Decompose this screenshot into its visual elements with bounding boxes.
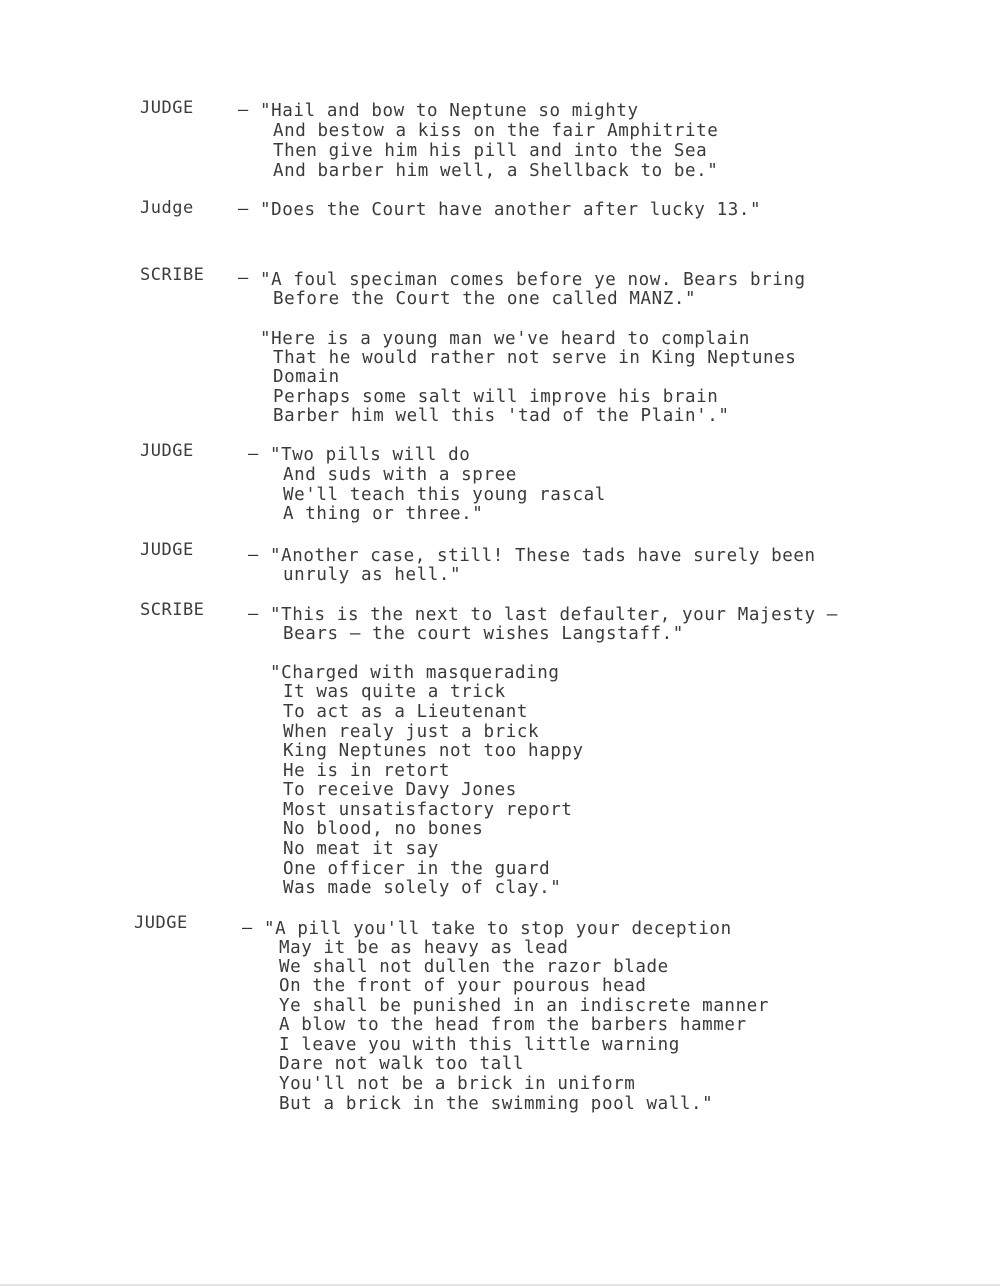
script-line: "A foul speciman comes before ye now. Bears bring (260, 270, 806, 290)
script-line: And bestow a kiss on the fair Amphitrite (273, 121, 719, 141)
speaker-dash: – (238, 268, 249, 288)
script-line: Dare not walk too tall (279, 1054, 524, 1074)
speaker-label: JUDGE (140, 441, 194, 461)
scan-edge (0, 1284, 1000, 1286)
script-line: "Charged with masquerading (270, 663, 560, 683)
script-line: And barber him well, a Shellback to be." (273, 161, 719, 181)
script-line: On the front of your pourous head (279, 976, 647, 996)
script-line: We shall not dullen the razor blade (279, 957, 669, 977)
speaker-label: JUDGE (140, 540, 194, 560)
speaker-dash: – (248, 604, 259, 624)
speaker-label: Judge (140, 198, 194, 218)
script-line: I leave you with this little warning (279, 1035, 680, 1055)
script-line: May it be as heavy as lead (279, 938, 569, 958)
script-line: No meat it say (283, 839, 439, 859)
script-line: "Two pills will do (270, 445, 471, 465)
script-line: When realy just a brick (283, 722, 540, 742)
script-line: Before the Court the one called MANZ." (273, 289, 697, 309)
speaker-dash: – (248, 444, 259, 464)
script-line: Perhaps some salt will improve his brain (273, 387, 719, 407)
script-line: "Another case, still! These tads have surely been (270, 546, 816, 566)
script-line: "This is the next to last defaulter, your Majesty – (270, 605, 838, 625)
script-line: And suds with a spree (283, 465, 517, 485)
speaker-dash: – (238, 199, 249, 219)
script-line: "A pill you'll take to stop your deception (264, 919, 732, 939)
script-line: One officer in the guard (283, 859, 551, 879)
speaker-dash: – (242, 918, 253, 938)
script-line: We'll teach this young rascal (283, 485, 606, 505)
script-line: Most unsatisfactory report (283, 800, 573, 820)
script-line: A thing or three." (283, 504, 484, 524)
script-line: Domain (273, 367, 340, 387)
script-line: unruly as hell." (283, 565, 462, 585)
script-line: "Does the Court have another after lucky 13." (260, 200, 762, 220)
script-line: You'll not be a brick in uniform (279, 1074, 636, 1094)
speaker-label: SCRIBE (140, 600, 205, 620)
script-line: King Neptunes not too happy (283, 741, 584, 761)
script-line: He is in retort (283, 761, 451, 781)
script-line: That he would rather not serve in King Neptunes (273, 348, 797, 368)
script-line: A blow to the head from the barbers hammer (279, 1015, 747, 1035)
speaker-dash: – (248, 545, 259, 565)
script-line: Ye shall be punished in an indiscrete manner (279, 996, 769, 1016)
script-line: "Hail and bow to Neptune so mighty (260, 101, 639, 121)
script-line: To receive Davy Jones (283, 780, 517, 800)
script-line: "Here is a young man we've heard to complain (260, 329, 750, 349)
script-line: To act as a Lieutenant (283, 702, 528, 722)
speaker-label: SCRIBE (140, 265, 205, 285)
script-line: Barber him well this 'tad of the Plain'." (273, 406, 730, 426)
script-line: Bears – the court wishes Langstaff." (283, 624, 684, 644)
speaker-label: JUDGE (134, 913, 188, 933)
speaker-label: JUDGE (140, 98, 194, 118)
script-line: But a brick in the swimming pool wall." (279, 1094, 714, 1114)
script-line: Then give him his pill and into the Sea (273, 141, 708, 161)
script-line: It was quite a trick (283, 682, 506, 702)
speaker-dash: – (238, 100, 249, 120)
script-line: No blood, no bones (283, 819, 484, 839)
script-line: Was made solely of clay." (283, 878, 562, 898)
